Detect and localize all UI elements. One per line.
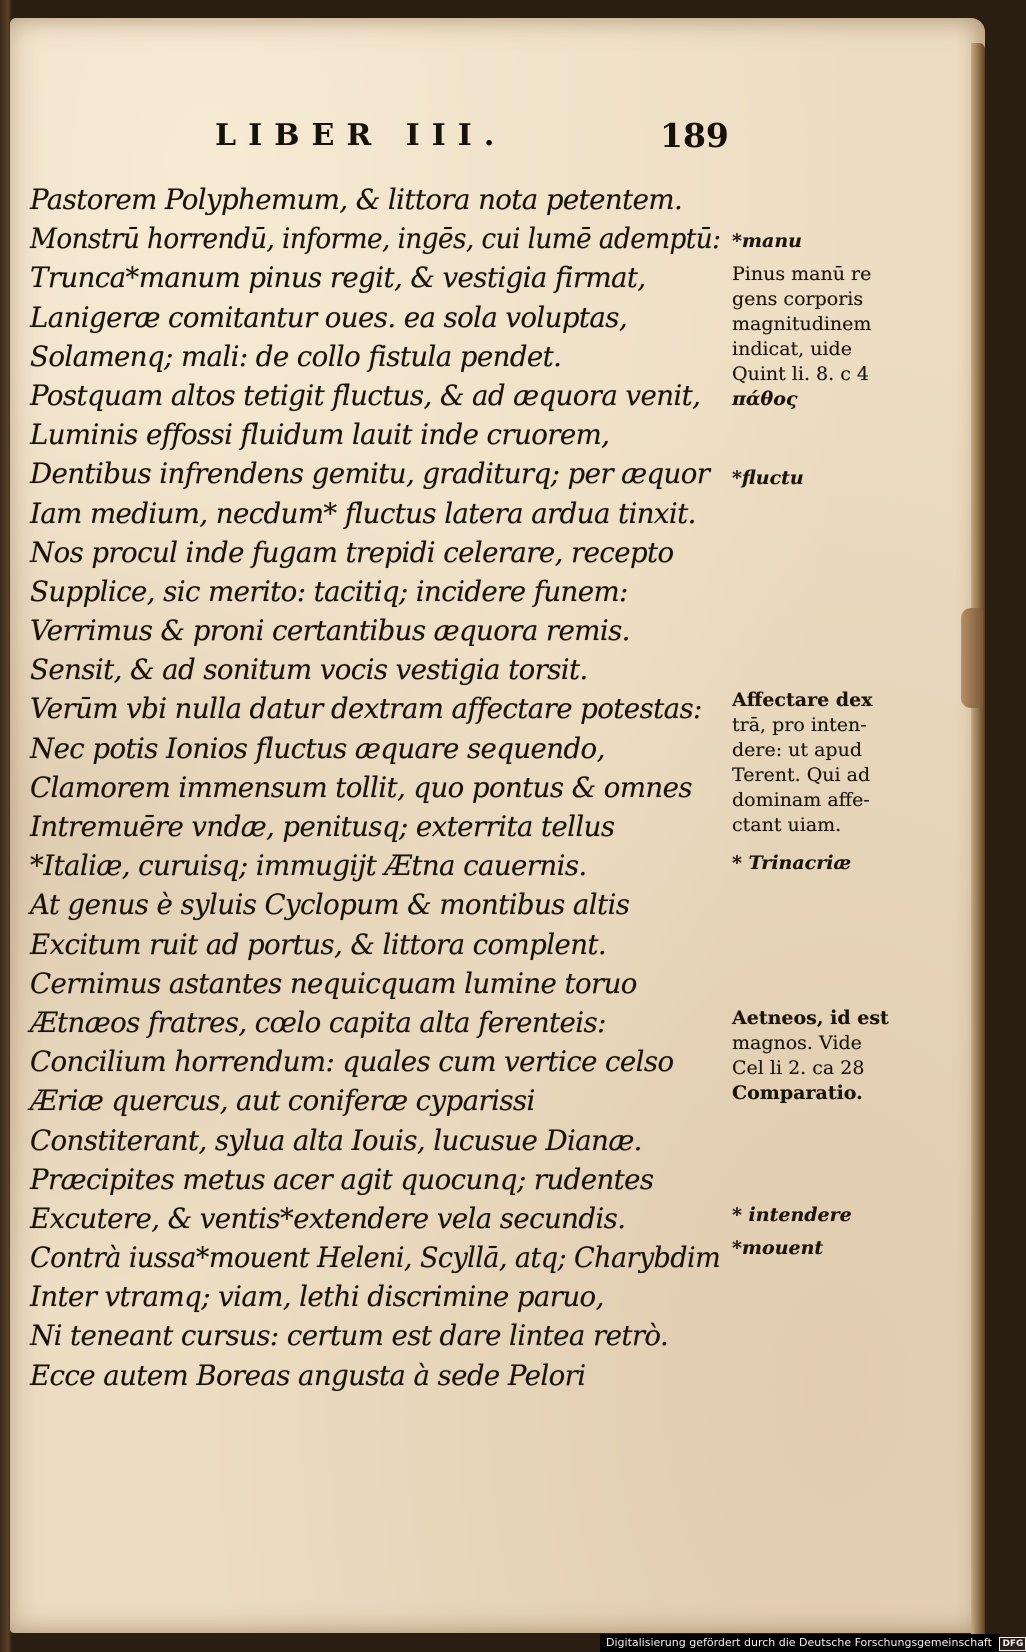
verse-line: Lanigeræ comitantur oues. ea sola voluptas, <box>30 300 628 334</box>
note-line: ctant uiam. <box>732 814 842 836</box>
verse-line: Supplice, sic merito: tacitiq; incidere funem: <box>30 574 628 608</box>
verse-line: Trunca*manum pinus regit, & vestigia firmat, <box>30 261 646 295</box>
verse-line: Sensit, & ad sonitum vocis vestigia torsit. <box>30 653 588 687</box>
verse-line: Ecce autem Boreas angusta à sede Pelori <box>30 1358 586 1392</box>
running-head: LIBER III. <box>215 118 507 153</box>
verse-line: Solamenq; mali: de collo fistula pendet. <box>30 339 562 373</box>
verse-line: Inter vtramq; viam, lethi discrimine paruo, <box>30 1280 604 1314</box>
note-line: indicat, uide <box>732 338 852 360</box>
note-line: magnitudinem <box>732 313 872 335</box>
note-line: magnos. Vide <box>732 1032 862 1054</box>
page-number: 189 <box>660 116 729 155</box>
verse-line: Monstrū horrendū, informe, ingēs, cui lumē ademptū: <box>30 222 721 256</box>
verse-line: Luminis effossi fluidum lauit inde cruorem, <box>30 418 610 452</box>
verse-line: Contrà iussa*mouent Heleni, Scyllā, atq; Charybdim <box>30 1241 721 1275</box>
verse-list <box>30 180 730 1395</box>
verse-line: Clamorem immensum tollit, quo pontus & omnes <box>30 770 692 804</box>
marginal-note-intendere <box>732 1203 882 1228</box>
note-line: * intendere <box>732 1204 852 1226</box>
note-line: *manu <box>732 230 802 252</box>
note-line: Pinus manū re <box>732 263 872 285</box>
note-line: Affectare dex <box>732 689 873 711</box>
note-line: dere: ut apud <box>732 739 862 761</box>
digitization-credit <box>600 1634 1024 1652</box>
note-line: *mouent <box>732 1237 824 1259</box>
note-line: Comparatio. <box>732 1082 863 1104</box>
verse-line: Cernimus astantes nequicquam lumine toruo <box>30 966 637 1000</box>
verse-line: Verūm vbi nulla datur dextram affectare potestas: <box>30 692 702 726</box>
marginal-note-manu <box>732 229 882 254</box>
verse-line: Ni teneant cursus: certum est dare lintea retrò. <box>30 1319 669 1353</box>
verse-line: Postquam altos tetigit fluctus, & ad æquora venit, <box>30 378 701 412</box>
verse-line: Concilium horrendum: quales cum vertice celso <box>30 1045 674 1079</box>
verse-line: Nos procul inde fugam trepidi celerare, recepto <box>30 535 674 569</box>
verse-line: Præcipites metus acer agit quocunq; rudentes <box>30 1162 654 1196</box>
verse-line: Dentibus infrendens gemitu, graditurq; per æquor <box>30 457 710 491</box>
verse-line: At genus è syluis Cyclopum & montibus altis <box>30 888 630 922</box>
page-tab <box>961 608 983 708</box>
verse-line: Excutere, & ventis*extendere vela secundis. <box>30 1201 626 1235</box>
verse-line: Ætnæos fratres, cœlo capita alta ferenteis: <box>30 1005 606 1039</box>
verse-line: *Italiæ, curuisq; immugijt Ætna cauernis. <box>30 849 587 883</box>
note-line: Terent. Qui ad <box>732 764 871 786</box>
credit-text: Digitalisierung gefördert durch die Deutsche Forschungsgemeinschaft <box>606 1636 992 1649</box>
marginal-note-fluctu <box>732 466 882 491</box>
verse-line: Verrimus & proni certantibus æquora remis. <box>30 614 630 648</box>
dfg-logo: DFG <box>999 1637 1026 1651</box>
note-line: gens corporis <box>732 288 864 310</box>
marginal-note-aetneos <box>732 1006 889 1081</box>
note-line: dominam affe- <box>732 789 870 811</box>
note-line: Quint li. 8. c 4 <box>732 363 869 385</box>
note-line: *fluctu <box>732 467 804 489</box>
note-line: trā, pro inten- <box>732 714 867 736</box>
verse-line: Excitum ruit ad portus, & littora complent. <box>30 927 607 961</box>
note-line: Aetneos, id est <box>732 1007 889 1029</box>
marginal-note-mouent <box>732 1236 882 1261</box>
marginal-note-pinus <box>732 262 882 412</box>
verse-line: Intremuēre vndæ, penitusq; exterrita tellus <box>30 810 615 843</box>
verse-line: Constiterant, sylua alta Iouis, lucusue Dianæ. <box>30 1123 642 1157</box>
note-line: Cel li 2. ca 28 <box>732 1057 865 1079</box>
marginal-note-comparatio <box>732 1081 882 1106</box>
verse-line: Nec potis Ionios fluctus æquare sequendo, <box>30 731 605 765</box>
note-line: πάθος <box>732 388 798 410</box>
verse-line: Æriæ quercus, aut coniferæ cyparissi <box>30 1084 535 1118</box>
marginal-note-affectare <box>732 688 882 838</box>
verse-line: Pastorem Polyphemum, & littora nota petentem. <box>30 183 683 216</box>
verse-line: Iam medium, necdum* fluctus latera ardua tinxit. <box>30 496 696 530</box>
marginal-note-trinacriae <box>732 851 882 876</box>
book-page <box>10 18 985 1633</box>
page-edge <box>971 43 985 1638</box>
note-line: * Trinacriæ <box>732 852 852 874</box>
